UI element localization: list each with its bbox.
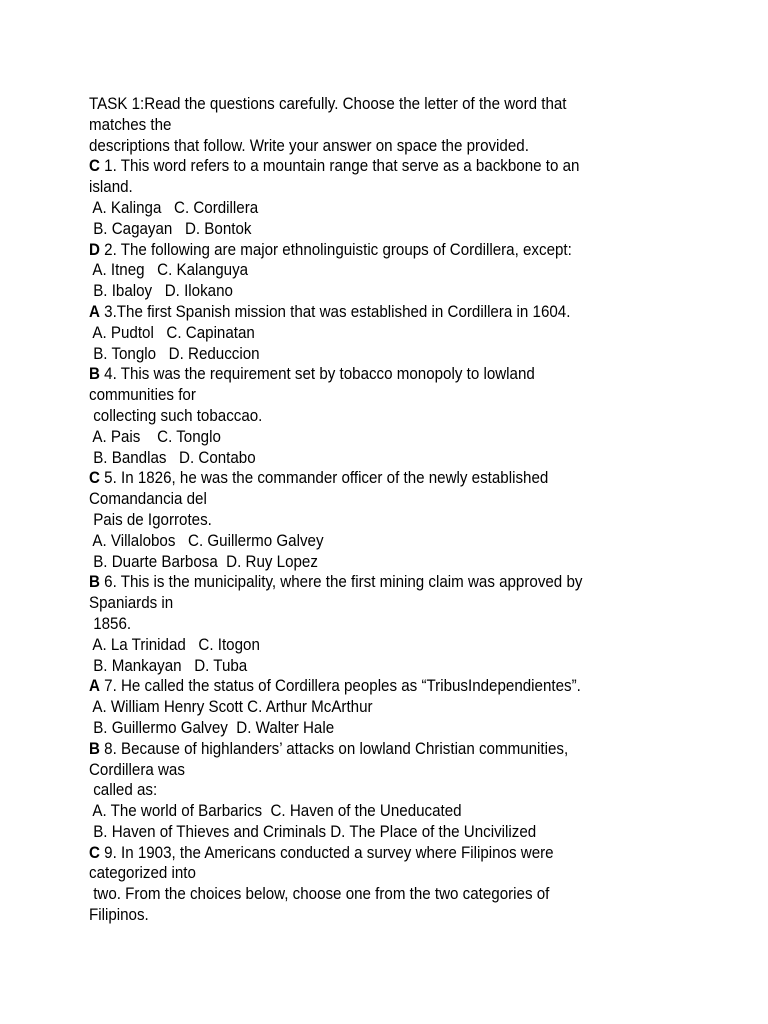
- question-item: [89, 843, 694, 926]
- question-item: [89, 468, 694, 572]
- answer-letter: A: [89, 677, 100, 696]
- answer-letter: D: [89, 240, 100, 259]
- answer-letter: B: [89, 365, 100, 384]
- question-text-continuation: [89, 406, 694, 427]
- choice-line: B. Cagayan D. Bontok: [89, 219, 252, 238]
- question-line-text: Spaniards in: [89, 594, 174, 613]
- choice-line: A. The world of Barbarics C. Haven of the Uneducated: [89, 802, 462, 821]
- question-line-text: 5. In 1826, he was the commander officer of the newly established: [99, 469, 549, 488]
- answer-letter: B: [89, 739, 100, 758]
- question-item: [89, 240, 694, 302]
- question-line-text: 1856.: [89, 614, 132, 633]
- question-text: [89, 240, 694, 261]
- question-line-text: called as:: [89, 781, 158, 800]
- question-line-text: 2. The following are major ethnolinguistic groups of Cordillera, except:: [99, 240, 572, 259]
- question-text-continuation: [89, 780, 694, 801]
- question-line-text: 6. This is the municipality, where the first mining claim was approved by: [99, 573, 583, 592]
- question-text-continuation: [89, 385, 694, 406]
- question-text: [89, 302, 694, 323]
- question-text: [89, 739, 694, 760]
- choice-line: B. Mankayan D. Tuba: [89, 656, 248, 675]
- question-item: [89, 156, 694, 239]
- question-text: [89, 468, 694, 489]
- question-text-continuation: [89, 510, 694, 531]
- answer-letter: C: [89, 157, 100, 176]
- question-line-text: Pais de Igorrotes.: [89, 510, 212, 529]
- question-line-text: 4. This was the requirement set by tobacco monopoly to lowland: [99, 365, 535, 384]
- question-text: [89, 364, 694, 385]
- question-text-continuation: [89, 593, 694, 614]
- question-line-text: two. From the choices below, choose one from the two categories of: [89, 885, 550, 904]
- choice-line: A. Kalinga C. Cordillera: [89, 198, 259, 217]
- choice-line: A. Itneg C. Kalanguya: [89, 261, 249, 280]
- question-text-continuation: [89, 863, 694, 884]
- question-text: [89, 572, 694, 593]
- instruction-line: descriptions that follow. Write your answer on space the provided.: [89, 136, 529, 155]
- question-text-continuation: [89, 614, 694, 635]
- choice-line: B. Bandlas D. Contabo: [89, 448, 256, 467]
- question-line-text: island.: [89, 178, 133, 197]
- choice-line: A. Pais C. Tonglo: [89, 427, 221, 446]
- question-item: [89, 676, 694, 738]
- choice-line: B. Ibaloy D. Ilokano: [89, 282, 233, 301]
- question-text: [89, 676, 694, 697]
- choice-line: A. Pudtol C. Capinatan: [89, 323, 255, 342]
- worksheet-page: [89, 94, 694, 926]
- answer-letter: C: [89, 843, 100, 862]
- question-line-text: 7. He called the status of Cordillera peoples as “TribusIndependientes”.: [99, 677, 581, 696]
- question-item: [89, 302, 694, 364]
- answer-letter: C: [89, 469, 100, 488]
- question-text-continuation: [89, 177, 694, 198]
- answer-letter: A: [89, 302, 100, 321]
- choice-line: A. William Henry Scott C. Arthur McArthur: [89, 698, 373, 717]
- question-text-continuation: [89, 884, 694, 905]
- choice-line: B. Haven of Thieves and Criminals D. The Place of the Uncivilized: [89, 822, 537, 841]
- question-item: [89, 572, 694, 676]
- question-line-text: Filipinos.: [89, 906, 149, 925]
- choice-line: A. Villalobos C. Guillermo Galvey: [89, 531, 324, 550]
- question-item: [89, 364, 694, 468]
- instruction-line: TASK 1:Read the questions carefully. Choose the letter of the word that: [89, 95, 567, 113]
- question-text-continuation: [89, 905, 694, 926]
- task-instructions: [89, 94, 694, 156]
- choice-line: B. Tonglo D. Reduccion: [89, 344, 260, 363]
- question-line-text: Cordillera was: [89, 760, 185, 779]
- question-line-text: categorized into: [89, 864, 196, 883]
- choice-line: B. Guillermo Galvey D. Walter Hale: [89, 718, 335, 737]
- question-line-text: 1. This word refers to a mountain range that serve as a backbone to an: [99, 157, 580, 176]
- question-line-text: 9. In 1903, the Americans conducted a survey where Filipinos were: [99, 843, 554, 862]
- question-line-text: 3.The first Spanish mission that was established in Cordillera in 1604.: [99, 302, 571, 321]
- question-text-continuation: [89, 489, 694, 510]
- question-line-text: Comandancia del: [89, 490, 207, 509]
- question-line-text: communities for: [89, 386, 196, 405]
- question-text: [89, 843, 694, 864]
- question-item: [89, 739, 694, 843]
- choice-line: B. Duarte Barbosa D. Ruy Lopez: [89, 552, 318, 571]
- question-line-text: collecting such tobaccao.: [89, 406, 263, 425]
- question-text-continuation: [89, 760, 694, 781]
- question-text: [89, 156, 694, 177]
- question-line-text: 8. Because of highlanders’ attacks on lowland Christian communities,: [99, 739, 569, 758]
- instruction-line: matches the: [89, 115, 172, 134]
- answer-letter: B: [89, 573, 100, 592]
- question-list: [89, 156, 694, 925]
- choice-line: A. La Trinidad C. Itogon: [89, 635, 260, 654]
